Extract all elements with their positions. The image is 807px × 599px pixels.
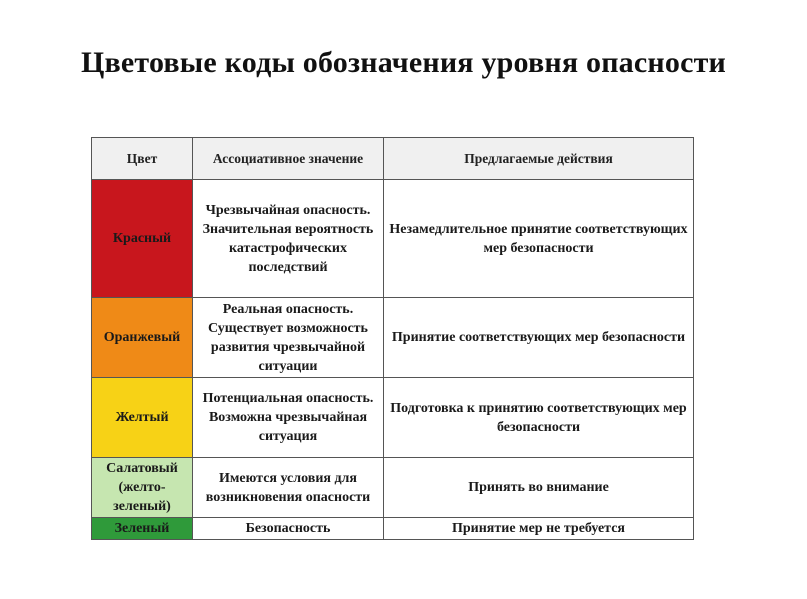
meaning-cell: Чрезвычайная опасность. Значительная вероятность катастрофических последствий xyxy=(193,180,384,298)
action-cell: Подготовка к принятию соответствующих мер безопасности xyxy=(384,378,694,458)
table-header-row xyxy=(92,138,694,180)
header-actions: Предлагаемые действия xyxy=(384,138,694,180)
color-cell-yellow: Желтый xyxy=(92,378,193,458)
table-row xyxy=(92,298,694,378)
meaning-cell: Имеются условия для возникновения опасности xyxy=(193,458,384,518)
color-cell-red: Красный xyxy=(92,180,193,298)
meaning-cell: Безопасность xyxy=(193,518,384,540)
table-row xyxy=(92,378,694,458)
table-row xyxy=(92,518,694,540)
color-cell-green: Зеленый xyxy=(92,518,193,540)
action-cell: Принятие соответствующих мер безопасности xyxy=(384,298,694,378)
page-title: Цветовые коды обозначения уровня опасности xyxy=(80,46,727,79)
header-meaning: Ассоциативное значение xyxy=(193,138,384,180)
color-cell-lime: Салатовый (желто-зеленый) xyxy=(92,458,193,518)
table-row xyxy=(92,458,694,518)
header-color: Цвет xyxy=(92,138,193,180)
meaning-cell: Потенциальная опасность. Возможна чрезвычайная ситуация xyxy=(193,378,384,458)
meaning-cell: Реальная опасность. Существует возможность развития чрезвычайной ситуации xyxy=(193,298,384,378)
action-cell: Принять во внимание xyxy=(384,458,694,518)
action-cell: Принятие мер не требуется xyxy=(384,518,694,540)
color-cell-orange: Оранжевый xyxy=(92,298,193,378)
danger-level-table xyxy=(91,137,694,540)
action-cell: Незамедлительное принятие соответствующих мер безопасности xyxy=(384,180,694,298)
table-row xyxy=(92,180,694,298)
